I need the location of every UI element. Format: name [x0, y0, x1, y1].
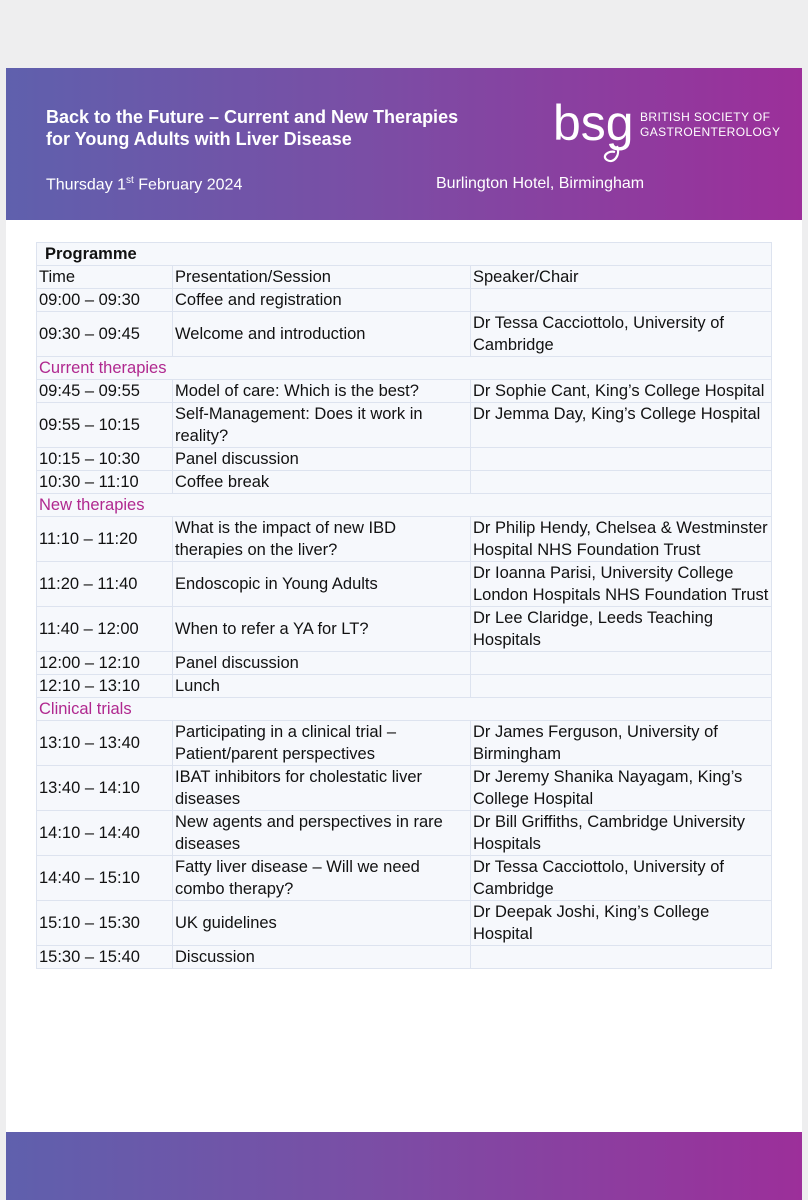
- session-time: 09:45 – 09:55: [37, 380, 173, 403]
- session-speaker: [471, 403, 772, 448]
- table-row: [37, 675, 772, 698]
- speaker-name: Dr Tessa Cacciottolo,: [473, 314, 629, 332]
- logo-text-line-1: BRITISH SOCIETY OF: [640, 110, 771, 124]
- section-label: Current therapies: [37, 357, 772, 380]
- session-title: Participating in a clinical trial – Patient/parent perspectives: [173, 721, 471, 766]
- event-title-line-2: for Young Adults with Liver Disease: [46, 129, 352, 149]
- session-title: IBAT inhibitors for cholestatic liver diseases: [173, 766, 471, 811]
- section-label: New therapies: [37, 494, 772, 517]
- table-row: [37, 652, 772, 675]
- programme-heading-row: [37, 243, 772, 266]
- section-row-trials: [37, 698, 772, 721]
- session-speaker: [471, 517, 772, 562]
- bsg-logo: [551, 96, 641, 166]
- speaker-name: Dr Philip Hendy,: [473, 519, 591, 537]
- speaker-name: Dr Bill Griffiths: [473, 813, 579, 831]
- speaker-affiliation: , King’s College Hospital: [581, 405, 761, 423]
- table-row: [37, 946, 772, 969]
- session-speaker: [471, 289, 772, 312]
- column-header-speaker: Speaker/Chair: [471, 266, 772, 289]
- session-title: Fatty liver disease – Will we need combo therapy?: [173, 856, 471, 901]
- session-speaker: [471, 675, 772, 698]
- speaker-name: Dr Sophie Cant: [473, 382, 586, 400]
- bsg-logo-letters: bsg: [553, 96, 634, 151]
- table-row: [37, 517, 772, 562]
- speaker-affiliation: , Cambridge University Hospitals: [473, 813, 746, 853]
- section-label: Clinical trials: [37, 698, 772, 721]
- session-title: Discussion: [173, 946, 471, 969]
- session-speaker: [471, 811, 772, 856]
- speaker-affiliation: University of Cambridge: [473, 858, 724, 898]
- speaker-name: Dr Lee Claridge: [473, 609, 589, 627]
- session-title: New agents and perspectives in rare diseases: [173, 811, 471, 856]
- speaker-affiliation: , Leeds Teaching Hospitals: [473, 609, 714, 649]
- column-header-time: Time: [37, 266, 173, 289]
- table-row: [37, 471, 772, 494]
- session-title: Model of care: Which is the best?: [173, 380, 471, 403]
- speaker-name: Dr James Ferguson: [473, 723, 618, 741]
- session-time: 11:10 – 11:20: [37, 517, 173, 562]
- session-title: Panel discussion: [173, 448, 471, 471]
- event-date-sup: st: [126, 175, 134, 186]
- event-date: [46, 175, 242, 194]
- programme-table: [36, 242, 772, 969]
- speaker-affiliation: , King’s College Hospital: [473, 768, 743, 808]
- table-row: [37, 607, 772, 652]
- session-speaker: [471, 607, 772, 652]
- speaker-affiliation: Chelsea & Westminster Hospital NHS Foundation Trust: [473, 519, 768, 559]
- speaker-name: Dr Jemma Day: [473, 405, 582, 423]
- session-time: 09:30 – 09:45: [37, 312, 173, 357]
- table-row: [37, 403, 772, 448]
- speaker-affiliation: , University College London Hospitals NHS Foundation Trust: [473, 564, 769, 604]
- column-header-session: Presentation/Session: [173, 266, 471, 289]
- session-time: 13:40 – 14:10: [37, 766, 173, 811]
- programme-heading: Programme: [37, 243, 772, 266]
- session-time: 15:10 – 15:30: [37, 901, 173, 946]
- session-speaker: [471, 312, 772, 357]
- session-time: 09:00 – 09:30: [37, 289, 173, 312]
- session-time: 10:15 – 10:30: [37, 448, 173, 471]
- speaker-name: Dr Ioanna Parisi: [473, 564, 592, 582]
- logo-text-line-2: GASTROENTEROLOGY: [640, 125, 781, 139]
- speaker-affiliation: , King’s College Hospital: [585, 382, 765, 400]
- speaker-affiliation: , University of Birmingham: [473, 723, 718, 763]
- table-row: [37, 562, 772, 607]
- table-row: [37, 448, 772, 471]
- session-time: 11:20 – 11:40: [37, 562, 173, 607]
- session-title: UK guidelines: [173, 901, 471, 946]
- section-row-current: [37, 357, 772, 380]
- event-date-prefix: Thursday 1: [46, 176, 127, 194]
- event-venue: Burlington Hotel, Birmingham: [436, 175, 645, 192]
- event-title: [46, 106, 536, 150]
- session-title: When to refer a YA for LT?: [173, 607, 471, 652]
- table-row: [37, 289, 772, 312]
- event-title-line-1: Back to the Future – Current and New Therapies: [46, 107, 459, 127]
- session-title: What is the impact of new IBD therapies on the liver?: [173, 517, 471, 562]
- table-row: [37, 721, 772, 766]
- session-speaker: [471, 562, 772, 607]
- session-time: 10:30 – 11:10: [37, 471, 173, 494]
- bsg-logo-text: [640, 110, 780, 140]
- session-time: 15:30 – 15:40: [37, 946, 173, 969]
- session-speaker: [471, 766, 772, 811]
- session-time: 11:40 – 12:00: [37, 607, 173, 652]
- session-title: Coffee and registration: [173, 289, 471, 312]
- table-row: [37, 901, 772, 946]
- speaker-name: Dr Deepak Joshi: [473, 903, 595, 921]
- table-row: [37, 312, 772, 357]
- session-title: Self-Management: Does it work in reality?: [173, 403, 471, 448]
- session-title: Panel discussion: [173, 652, 471, 675]
- session-speaker: [471, 721, 772, 766]
- session-speaker: [471, 856, 772, 901]
- speaker-affiliation: University of Cambridge: [473, 314, 724, 354]
- table-row: [37, 766, 772, 811]
- table-row: [37, 380, 772, 403]
- table-row: [37, 811, 772, 856]
- speaker-name: Dr Tessa Cacciottolo,: [473, 858, 629, 876]
- session-speaker: [471, 448, 772, 471]
- table-row: [37, 856, 772, 901]
- footer-banner: [6, 1132, 802, 1200]
- session-speaker: [471, 471, 772, 494]
- session-speaker: [471, 946, 772, 969]
- session-time: 09:55 – 10:15: [37, 403, 173, 448]
- session-speaker: [471, 380, 772, 403]
- session-time: 12:00 – 12:10: [37, 652, 173, 675]
- header-banner: [6, 68, 802, 220]
- speaker-name: Dr Jeremy Shanika Nayagam: [473, 768, 689, 786]
- session-time: 14:40 – 15:10: [37, 856, 173, 901]
- speaker-affiliation: , King’s College Hospital: [473, 903, 710, 943]
- session-speaker: [471, 901, 772, 946]
- session-time: 13:10 – 13:40: [37, 721, 173, 766]
- session-title: Lunch: [173, 675, 471, 698]
- column-header-row: [37, 266, 772, 289]
- event-date-suffix: February 2024: [133, 176, 243, 194]
- session-title: Coffee break: [173, 471, 471, 494]
- session-time: 12:10 – 13:10: [37, 675, 173, 698]
- section-row-new: [37, 494, 772, 517]
- session-title: Welcome and introduction: [173, 312, 471, 357]
- programme-page: [6, 68, 802, 1200]
- session-speaker: [471, 652, 772, 675]
- session-time: 14:10 – 14:40: [37, 811, 173, 856]
- session-title: Endoscopic in Young Adults: [173, 562, 471, 607]
